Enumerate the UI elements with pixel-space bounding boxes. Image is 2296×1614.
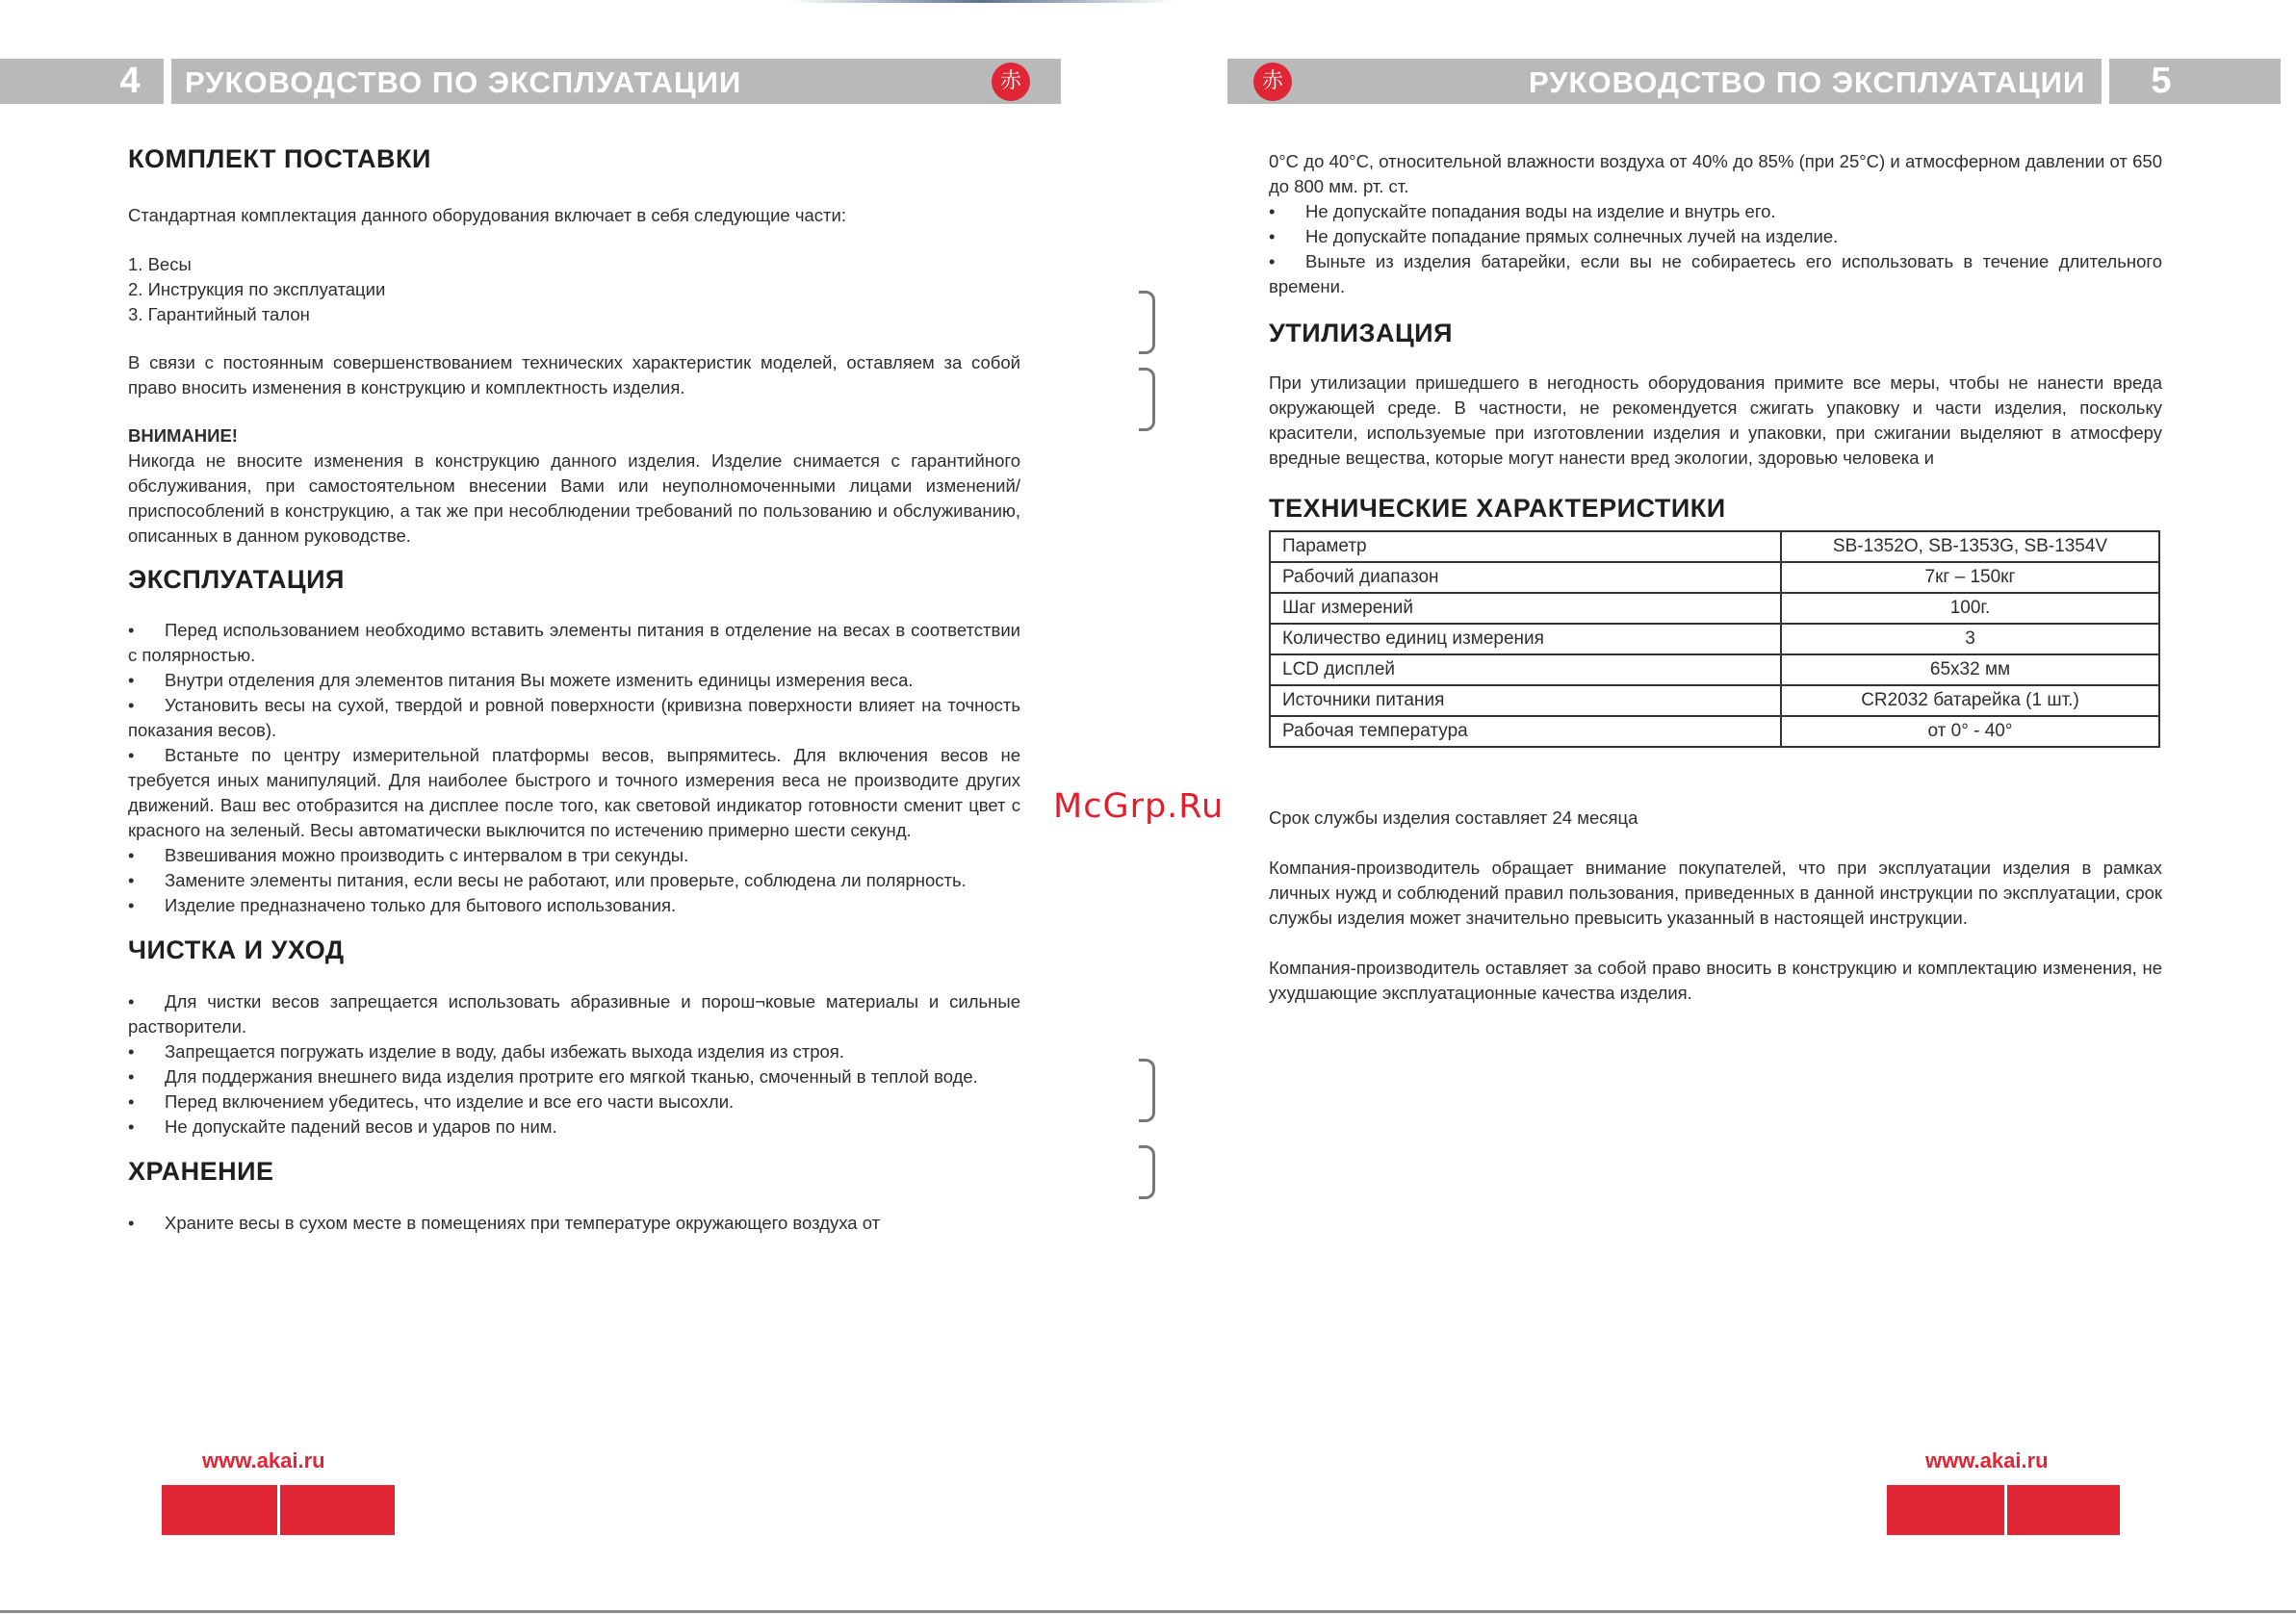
- list-item: 2. Инструкция по эксплуатации: [128, 279, 386, 299]
- komplekt-list: [128, 252, 1020, 327]
- list-item: • Замените элементы питания, если весы не работают, или проверьте, соблюдена ли полярность.: [128, 868, 1020, 893]
- list-item: • Не допускайте попадания воды на изделие и внутрь его.: [1269, 199, 2162, 224]
- spec-param: Рабочая температура: [1270, 716, 1781, 747]
- ekspluatatsiya-heading: ЭКСПЛУАТАЦИЯ: [128, 565, 345, 594]
- binding-clip-icon: [1139, 291, 1155, 354]
- bullet-icon: •: [128, 1091, 135, 1112]
- bullet-icon: •: [1269, 251, 1276, 271]
- attention-label: ВНИМАНИЕ!: [128, 425, 238, 446]
- bullet-icon: •: [1269, 226, 1276, 246]
- binding-clip-icon: [1139, 1059, 1155, 1122]
- list-item: • Не допускайте падений весов и ударов по ним.: [128, 1114, 1020, 1140]
- table-row: [1270, 593, 2159, 624]
- list-item: • Для чистки весов запрещается использовать абразивные и порош¬ковые материалы и сильные растворители.: [128, 991, 1020, 1037]
- bullet-icon: •: [128, 991, 135, 1012]
- bullet-icon: •: [1269, 201, 1276, 221]
- spec-value: 3: [1781, 624, 2159, 654]
- akai-logo-icon: 赤: [1253, 63, 1292, 101]
- bullet-icon: •: [128, 1066, 135, 1087]
- watermark: McGrp.Ru: [1053, 787, 1225, 826]
- attention-text: Никогда не вносите изменения в конструкцию данного изделия. Изделие снимается с гарантийного обслуживания, при самостоятельном внесении Вами или неуполномоченными лицами изменений/приспособлений в конструкцию, а так же при несоблюдении требований по пользованию и обслуживанию, описанных в данном руководстве.: [128, 450, 1020, 546]
- right-page-number: 5: [2151, 61, 2172, 101]
- header-divider: [164, 59, 171, 104]
- top-edge-line: [789, 0, 1174, 3]
- list-item: 3. Гарантийный талон: [128, 304, 310, 324]
- list-item: • Встаньте по центру измерительной платформы весов, выпрямитесь. Для включения весов не требуется иных манипуляций. Для наиболее быстрого и точного измерения веса не производите других движений. Ваш вес отобразится на дисплее после того, как световой индикатор готовности сменит цвет с красного на зеленый. Весы автоматически выключится по истечению примерно шести секунд.: [128, 745, 1020, 840]
- footer-url-right[interactable]: www.akai.ru: [1925, 1448, 2049, 1473]
- komplekt-intro: Стандартная комплектация данного оборудования включает в себя следующие части:: [128, 205, 846, 225]
- spec-value: SB-1352O, SB-1353G, SB-1354V: [1781, 531, 2159, 562]
- spec-param: Количество единиц измерения: [1270, 624, 1781, 654]
- table-row: [1270, 716, 2159, 747]
- spec-param: Параметр: [1270, 531, 1781, 562]
- bullet-icon: •: [128, 1213, 135, 1233]
- list-item: • Установить весы на сухой, твердой и ровной поверхности (кривизна поверхности влияет на точность показания весов).: [128, 695, 1020, 740]
- spec-value: 65x32 мм: [1781, 654, 2159, 685]
- footer-brand-block: [1887, 1485, 2120, 1535]
- bullet-icon: •: [128, 745, 135, 765]
- list-item: • Запрещается погружать изделие в воду, дабы избежать выхода изделия из строя.: [128, 1039, 1020, 1064]
- tech-heading: ТЕХНИЧЕСКИЕ ХАРАКТЕРИСТИКИ: [1269, 494, 1726, 523]
- binding-clip-icon: [1139, 1145, 1155, 1199]
- akai-logo-icon: 赤: [992, 63, 1030, 101]
- bullet-icon: •: [128, 845, 135, 865]
- service-life: Срок службы изделия составляет 24 месяца: [1269, 807, 1638, 828]
- komplekt-heading: КОМПЛЕКТ ПОСТАВКИ: [128, 144, 431, 173]
- chistka-list: [128, 989, 1020, 1140]
- left-page-content: [128, 146, 1020, 1236]
- hranenie-list: [128, 1211, 1020, 1236]
- spec-param: Источники питания: [1270, 685, 1781, 716]
- hranenie-continued-list: [1269, 199, 2162, 299]
- company-note-2: Компания-производитель оставляет за собой право вносить в конструкцию и комплектацию изменения, не ухудшающие эксплуатационные качества изделия.: [1269, 958, 2162, 1003]
- ekspluatatsiya-list: [128, 618, 1020, 918]
- right-page-header: [1227, 59, 2281, 104]
- bullet-icon: •: [128, 1041, 135, 1062]
- list-item: • Перед включением убедитесь, что изделие и все его части высохли.: [128, 1089, 1020, 1114]
- table-row: [1270, 624, 2159, 654]
- list-item: • Храните весы в сухом месте в помещениях при температуре окружающего воздуха от: [128, 1211, 1020, 1236]
- list-item: • Для поддержания внешнего вида изделия протрите его мягкой тканью, смоченный в теплой воде.: [128, 1064, 1020, 1089]
- chistka-heading: ЧИСТКА И УХОД: [128, 935, 345, 964]
- spec-param: LCD дисплей: [1270, 654, 1781, 685]
- footer-url-left[interactable]: www.akai.ru: [202, 1448, 325, 1473]
- spec-value: от 0° - 40°: [1781, 716, 2159, 747]
- list-item: • Не допускайте попадание прямых солнечных лучей на изделие.: [1269, 224, 2162, 249]
- table-row: [1270, 685, 2159, 716]
- spec-param: Шаг измерений: [1270, 593, 1781, 624]
- table-row: [1270, 654, 2159, 685]
- utilizatsiya-text: При утилизации пришедшего в негодность оборудования примите все меры, чтобы не нанести вреда окружающей среде. В частности, не рекомендуется сжигать упаковку и части изделия, поскольку красители, используемые при изготовлении изделия и упаковки, при сжигании выделяют в атмосферу вредные вещества, которые могут нанести вред экологии, здоровью человека и: [1269, 372, 2162, 468]
- spec-value: CR2032 батарейка (1 шт.): [1781, 685, 2159, 716]
- bullet-icon: •: [128, 620, 135, 640]
- list-item: • Изделие предназначено только для бытового использования.: [128, 893, 1020, 918]
- bullet-icon: •: [128, 1116, 135, 1137]
- left-page-number: 4: [119, 61, 141, 101]
- header-divider: [2102, 59, 2109, 104]
- bullet-icon: •: [128, 695, 135, 715]
- list-item: 1. Весы: [128, 254, 192, 274]
- list-item: • Выньте из изделия батарейки, если вы не собираетесь его использовать в течение длительного времени.: [1269, 251, 2162, 296]
- hranenie-heading: ХРАНЕНИЕ: [128, 1157, 274, 1186]
- right-page-content: [1269, 149, 2162, 1006]
- bullet-icon: •: [128, 870, 135, 890]
- komplekt-note: В связи с постоянным совершенствованием технических характеристик моделей, оставляем за собой право вносить изменения в конструкцию и комплектность изделия.: [128, 352, 1020, 397]
- binding-clip-icon: [1139, 368, 1155, 431]
- spec-value: 100г.: [1781, 593, 2159, 624]
- company-note-1: Компания-производитель обращает внимание покупателей, что при эксплуатации изделия в рамках личных нужд и соблюдений правил пользования, приведенных в данной инструкции по эксплуатации, срок службы изделия может значительно превысить указанный в настоящей инструкции.: [1269, 858, 2162, 928]
- list-item: • Внутри отделения для элементов питания Вы можете изменить единицы измерения веса.: [128, 668, 1020, 693]
- utilizatsiya-heading: УТИЛИЗАЦИЯ: [1269, 319, 1453, 347]
- footer-divider: [277, 1485, 280, 1535]
- left-header-title: РУКОВОДСТВО ПО ЭКСПЛУАТАЦИИ: [185, 65, 742, 99]
- left-page-header: [0, 59, 1061, 104]
- spec-param: Рабочий диапазон: [1270, 562, 1781, 593]
- spec-value: 7кг – 150кг: [1781, 562, 2159, 593]
- bullet-icon: •: [128, 895, 135, 915]
- table-row: [1270, 562, 2159, 593]
- list-item: • Перед использованием необходимо вставить элементы питания в отделение на весах в соответствии с полярностью.: [128, 620, 1020, 665]
- right-header-title: РУКОВОДСТВО ПО ЭКСПЛУАТАЦИИ: [1529, 65, 2086, 99]
- table-row: [1270, 531, 2159, 562]
- hranenie-continued: 0°С до 40°С, относительной влажности воздуха от 40% до 85% (при 25°С) и атмосферном давлении от 650 до 800 мм. рт. ст.: [1269, 151, 2162, 196]
- tech-specs-table: [1269, 530, 2160, 748]
- footer-divider: [2004, 1485, 2007, 1535]
- bullet-icon: •: [128, 670, 135, 690]
- list-item: • Взвешивания можно производить с интервалом в три секунды.: [128, 843, 1020, 868]
- bottom-edge-line: [0, 1610, 2296, 1613]
